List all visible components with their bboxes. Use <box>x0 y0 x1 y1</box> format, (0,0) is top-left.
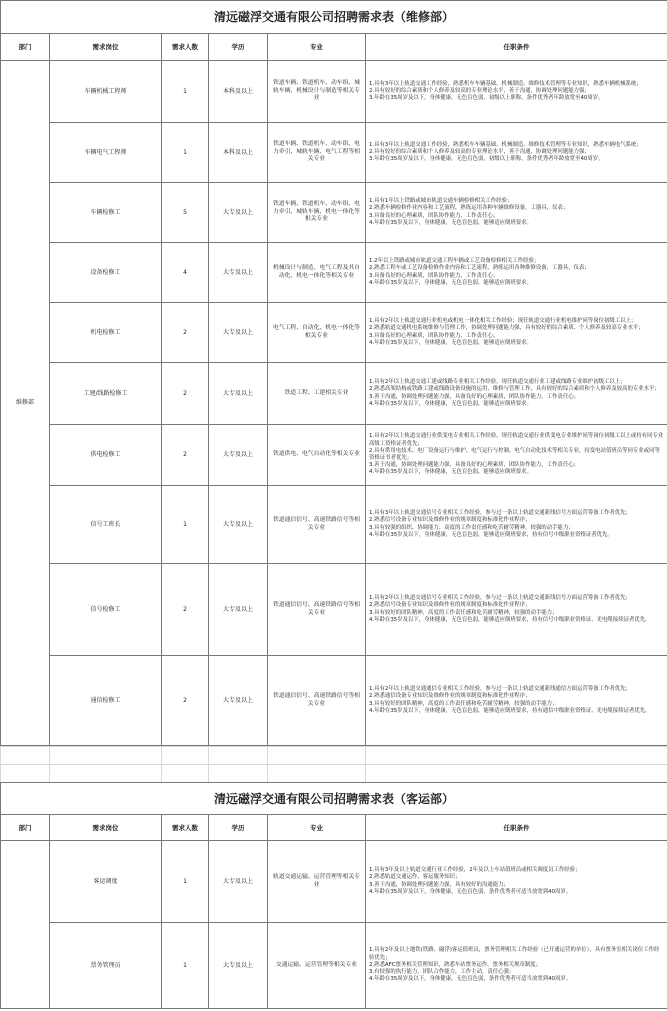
table-row <box>1 564 667 656</box>
education-cell: 大专及以上 <box>209 303 268 363</box>
requirements-cell: 1.具有1年以上铁路或城市轨道交通车辆检修相关工作经验； 2.熟悉车辆检修作业内容和工艺流程，熟练运用各种车辆维修设备，工器具，仪表； 3.具备良好的心理素质，团队协作能力，工作责任心； 4.年龄在35岁及以下，身体健康，无色盲色弱，能够适应倒班要求。 <box>366 183 667 243</box>
header-education: 学历 <box>209 34 268 61</box>
education-cell: 大专及以上 <box>209 363 268 425</box>
major-cell: 铁道供电、电气自动化等相关专业 <box>268 425 366 486</box>
maintenance-title: 清远磁浮交通有限公司招聘需求表（维修部） <box>1 1 667 34</box>
table-row <box>1 243 667 303</box>
requirements-cell: 1.具有3年以上轨道交通工作经验，熟悉机车车辆基础、机械制造、维修技术管理等专业知识，熟悉车辆电气系统； 2.具有较好的综合素质和个人修养及较高的专业理论水平，善于沟通，协调处理问题能力强； 3.年龄在35周岁及以下，身体健康，无色盲色弱，初级以上职称，条件优秀者年龄放宽至40周岁。 <box>366 123 667 183</box>
count-cell: 5 <box>162 183 209 243</box>
header-department: 部门 <box>1 34 50 61</box>
passenger-title: 清远磁浮交通有限公司招聘需求表（客运部） <box>1 783 667 815</box>
major-cell: 机械设计与制造、电气工程及其自动化、机电一体化等相关专业 <box>268 243 366 303</box>
header-count: 需求人数 <box>162 815 209 841</box>
position-cell: 工建/线路检修工 <box>50 363 162 425</box>
position-cell: 信号工班长 <box>50 486 162 564</box>
requirements-cell: 1.具有3年以上轨道交通工作经验，熟悉机车车辆基础、机械制造、维修技术管理等专业知识，熟悉车辆机械系统； 2.具有较好的综合素质和个人修养及较高的专业理论水平，善于沟通，协调处理问题能力强； 3.年龄在35周岁及以下，身体健康，无色盲色弱，初级以上职称，条件优秀者年龄放宽至40周岁。 <box>366 61 667 123</box>
header-position: 需求岗位 <box>50 34 162 61</box>
requirements-cell: 1.具有2年以上轨道交通工建或线路专业相关工作经验，现任轨道交通行业工建或线路专业维护初级工以上； 2.熟悉高架结构或铁路工建或线路设备设施的运用、维修与管理工作，具有较好的综合素质和个人修养及较高的专业水平； 3.善于沟通，协调处理问题能力强，具备良好的心理素质，团队协作能力，工作责任心； 4.年龄在35岁及以下，身体健康，无色盲色弱，能够适应倒班要求。 <box>366 363 667 425</box>
requirements-cell: 1.具有2年以上轨道交通行业供变电专业相关工作经验，现任轨道交通行业供变电专业维护同等岗位初级工以上或持有同专业高级工资格证者优先； 2.具有供用电技术、电厂设备运行与维护、电气运行与控制、电气自动化技术等相关专业，持变电站值班员等同专业或同等资格证书者优先； 3.善于沟通，协调处理问题能力强，具备良好的心理素质，团队协作能力，工作责任心； 4.年龄在35岁及以下，身体健康，无色盲色弱，能够适应倒班要求。 <box>366 425 667 486</box>
major-cell: 铁道工程、工建相关专业 <box>268 363 366 425</box>
major-cell: 铁道通信信号、高速铁路信号等相关专业 <box>268 564 366 656</box>
empty-grid-rows <box>0 746 667 783</box>
education-cell: 大专及以上 <box>209 923 268 1009</box>
education-cell: 大专及以上 <box>209 656 268 746</box>
position-cell: 供电检修工 <box>50 425 162 486</box>
table-row <box>1 61 667 123</box>
requirements-cell: 1.具有2年以上轨道交通行业机电或机电一体化相关工作经验；现任轨道交通行业机电维护同等岗位初级工以上； 2.熟悉轨道交通机电系统维修与管理工作，协调处理问题能力强，具有较好的综合素质、个人修养及较高专业水平； 3.具备良好的心理素质，团队协作能力，工作责任心； 4.年龄在35岁及以下，身体健康，无色盲色弱，能够适应倒班要求。 <box>366 303 667 363</box>
position-cell: 车辆电气工程师 <box>50 123 162 183</box>
requirements-cell: 1.2年以上铁路或城市轨道交通工程车辆或工艺设备检修相关工作经验； 2.熟悉工程车或工艺设备检修作业内容和工艺流程，熟练运用各种维修设备，工器具，仪表； 3.具备良好的心理素质，团队协作能力，工作责任心； 4.年龄在35岁及以下，身体健康，无色盲色弱，能够适应倒班要求。 <box>366 243 667 303</box>
table-row <box>1 486 667 564</box>
education-cell: 大专及以上 <box>209 243 268 303</box>
requirements-cell: 1.具有2年及以上地铁(铁路、磁浮)客运值班员，票务管理相关工作经验（已开通运营的单位），具有票务室相关岗位工作经验优先； 2.熟悉AFC票务相关管理知识，熟悉车站票务运作，票务相关规章制度； 3.有较强的执行能力，团队合作能力，工作主动，责任心强； 4.年龄在35周岁及以下，身体健康，无色盲色弱，条件优秀者可适当放宽到40周岁。 <box>366 923 667 1009</box>
passenger-table <box>0 782 667 1009</box>
count-cell: 2 <box>162 656 209 746</box>
education-cell: 大专及以上 <box>209 486 268 564</box>
major-cell: 交通运输、运营管理等相关专业 <box>268 923 366 1009</box>
table-row <box>1 923 667 1009</box>
count-cell: 1 <box>162 123 209 183</box>
education-cell: 本科及以上 <box>209 123 268 183</box>
header-department: 部门 <box>1 815 50 841</box>
count-cell: 2 <box>162 425 209 486</box>
requirements-cell: 1.具有2年以上轨道交通信号专业相关工作经验，参与过一条以上轨道交通新线信号方面运营筹备工作者优先； 2.熟悉信号设备专业知识及维修作业的规章制度和标准化作业程序； 3.具有较好的团队精神，高度的工作责任感和吃苦耐劳精神，较强的动手能力； 4.年龄在35岁及以下，身体健康，无色盲色弱，能够适应倒班要求，持有信号中级职业资格证、光电缆接续证者优先。 <box>366 564 667 656</box>
count-cell: 2 <box>162 363 209 425</box>
requirements-cell: 1.具有3年以上轨道交通信号专业相关工作经验，参与过一条以上轨道交通新线信号方面运营筹备工作者优先； 2.熟悉信号设备专业知识及维修作业的规章制度和标准化作业程序； 3.具有较强的组织、协调能力，高度的工作责任感和吃苦耐劳精神，较强的动手能力； 4.年龄在35岁及以下，身体健康，无色盲色弱，能够适应倒班要求，持有信号中级职业资格证者优先。 <box>366 486 667 564</box>
education-cell: 大专及以上 <box>209 425 268 486</box>
major-cell: 铁道车辆、铁道机车、动车组、电力牵引、城轨车辆、电气工程等相关专业 <box>268 123 366 183</box>
position-cell: 车辆机械工程师 <box>50 61 162 123</box>
empty-row <box>1 765 667 783</box>
position-cell: 机电检修工 <box>50 303 162 363</box>
count-cell: 1 <box>162 486 209 564</box>
position-cell: 车辆检修工 <box>50 183 162 243</box>
department-cell <box>1 841 50 1009</box>
major-cell: 铁道通信信号、高速铁路信号等相关专业 <box>268 656 366 746</box>
major-cell: 铁道车辆、铁道机车、动车组、电力牵引、城轨车辆、机电一体化等相关专业 <box>268 183 366 243</box>
position-cell: 票务管理员 <box>50 923 162 1009</box>
education-cell: 大专及以上 <box>209 841 268 923</box>
major-cell: 轨道交通运输、运营管理等相关专业 <box>268 841 366 923</box>
header-count: 需求人数 <box>162 34 209 61</box>
maintenance-header-row <box>1 34 667 61</box>
table-row <box>1 183 667 243</box>
education-cell: 大专及以上 <box>209 183 268 243</box>
header-major: 专业 <box>268 34 366 61</box>
major-cell: 电气工程、自动化、机电一体化等相关专业 <box>268 303 366 363</box>
education-cell: 大专及以上 <box>209 564 268 656</box>
passenger-header-row <box>1 815 667 841</box>
table-row <box>1 656 667 746</box>
count-cell: 2 <box>162 564 209 656</box>
header-education: 学历 <box>209 815 268 841</box>
header-requirements: 任职条件 <box>366 815 667 841</box>
table-row <box>1 123 667 183</box>
department-cell: 维修部 <box>1 61 50 746</box>
table-row <box>1 425 667 486</box>
count-cell: 4 <box>162 243 209 303</box>
table-row <box>1 841 667 923</box>
major-cell: 铁道车辆、铁道机车、动车组、城轨车辆、机械设计与制造等相关专业 <box>268 61 366 123</box>
requirements-cell: 1.具有2年以上轨道交通通信专业相关工作经验，参与过一条以上轨道交通新线通信方面运营筹备工作者优先； 2.熟悉通信设备专业知识及维修作业的规章制度和标准化作业程序； 3.具有较好的团队精神，高度的工作责任感和吃苦耐劳精神，较强的动手能力； 4.年龄在35岁及以下，身体健康，无色盲色弱，能够适应倒班要求，持有通信中级职业资格证、光电缆接续证者优先。 <box>366 656 667 746</box>
empty-row <box>1 747 667 765</box>
header-position: 需求岗位 <box>50 815 162 841</box>
position-cell: 客运调度 <box>50 841 162 923</box>
table-row <box>1 303 667 363</box>
count-cell: 1 <box>162 841 209 923</box>
major-cell: 铁道通信信号、高速铁路信号等相关专业 <box>268 486 366 564</box>
count-cell: 1 <box>162 923 209 1009</box>
education-cell: 本科及以上 <box>209 61 268 123</box>
position-cell: 信号检修工 <box>50 564 162 656</box>
header-requirements: 任职条件 <box>366 34 667 61</box>
count-cell: 2 <box>162 303 209 363</box>
count-cell: 1 <box>162 61 209 123</box>
requirements-cell: 1.具有3年及以上轨道交通行业工作经验，2年及以上车站值班员或相关调度员工作经验； 2.熟悉轨道交通运作，客运服务知识； 3.善于沟通，协调处理问题能力强，具有较好的沟通能力； 4.年龄在35周岁及以下，身体健康，无色盲色弱，条件优秀者可适当放宽到40周岁。 <box>366 841 667 923</box>
position-cell: 通信检修工 <box>50 656 162 746</box>
table-row <box>1 363 667 425</box>
position-cell: 设备检修工 <box>50 243 162 303</box>
header-major: 专业 <box>268 815 366 841</box>
